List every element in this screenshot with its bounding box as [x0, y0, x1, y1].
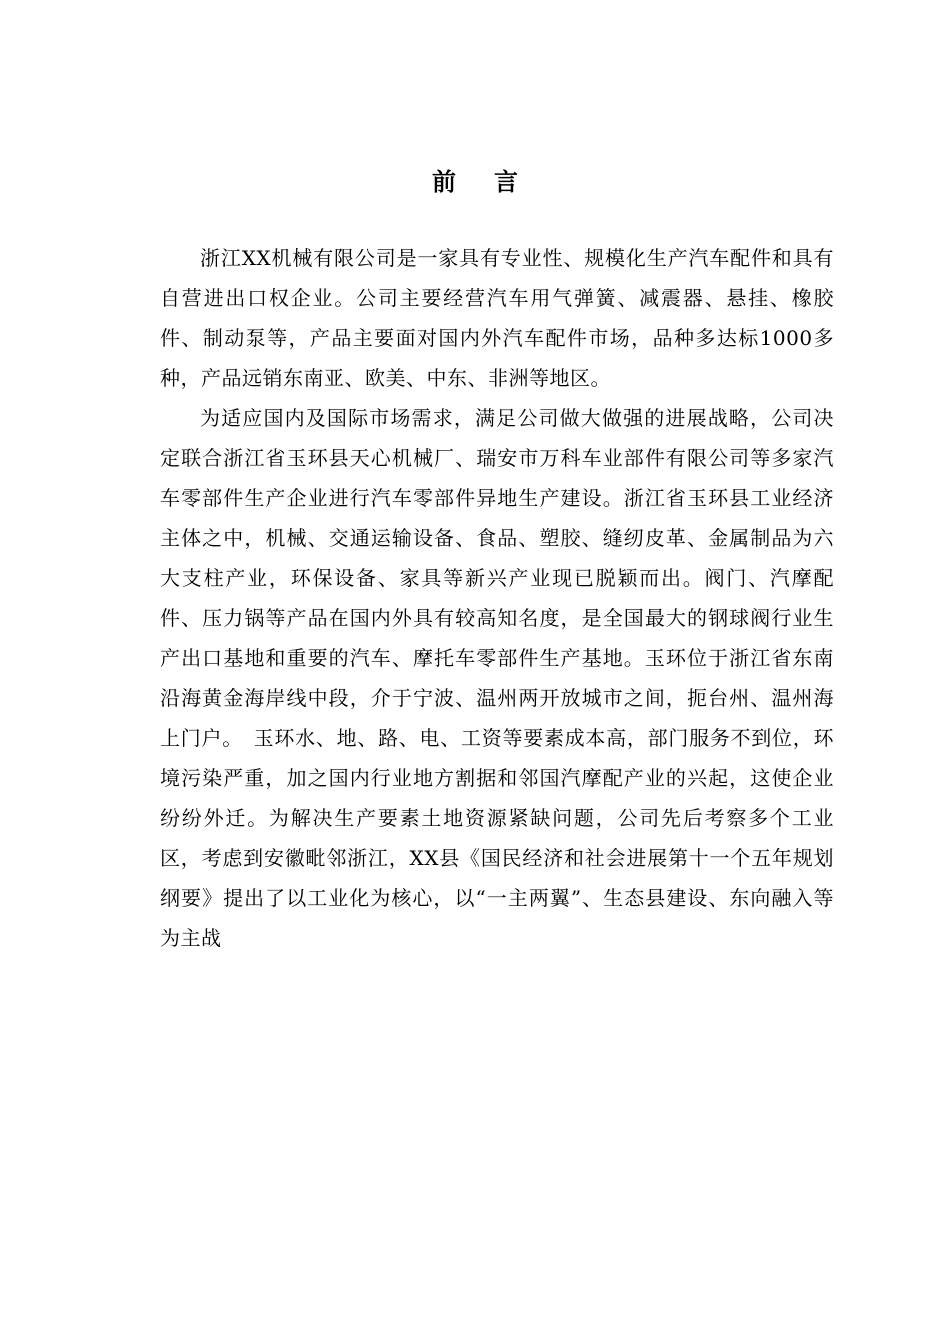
page-title: 前言	[432, 168, 556, 196]
document-body	[160, 238, 834, 958]
paragraph-strategy: 为适应国内及国际市场需求，满足公司做大做强的进展战略，公司决定联合浙江省玉环县天心机械厂、瑞安市万科车业部件有限公司等多家汽车零部件生产企业进行汽车零部件异地生产建设。浙江省玉环县工业经济主体之中，机械、交通运输设备、食品、塑胶、缝纫皮革、金属制品为六大支柱产业，环保设备、家具等新兴产业现已脱颖而出。阀门、汽摩配件、压力锅等产品在国内外具有较高知名度，是全国最大的钢球阀行业生产出口基地和重要的汽车、摩托车零部件生产基地。玉环位于浙江省东南沿海黄金海岸线中段，介于宁波、温州两开放城市之间，扼台州、温州海上门户。 玉环水、地、路、电、工资等要素成本高，部门服务不到位，环境污染严重，加之国内行业地方割据和邻国汽摩配产业的兴起，这使企业纷纷外迁。为解决生产要素土地资源紧缺问题，公司先后考察多个工业区，考虑到安徽毗邻浙江，XX县《国民经济和社会进展第十一个五年规划纲要》提出了以工业化为核心，以“一主两翼”、生态县建设、东向融入等为主战	[160, 406, 834, 950]
paragraph-company-intro: 浙江XX机械有限公司是一家具有专业性、规模化生产汽车配件和具有自营进出口权企业。公司主要经营汽车用气弹簧、减震器、悬挂、橡胶件、制动泵等，产品主要面对国内外汽车配件市场，品种多达标1000多种，产品远销东南亚、欧美、中东、非洲等地区。	[160, 246, 834, 390]
